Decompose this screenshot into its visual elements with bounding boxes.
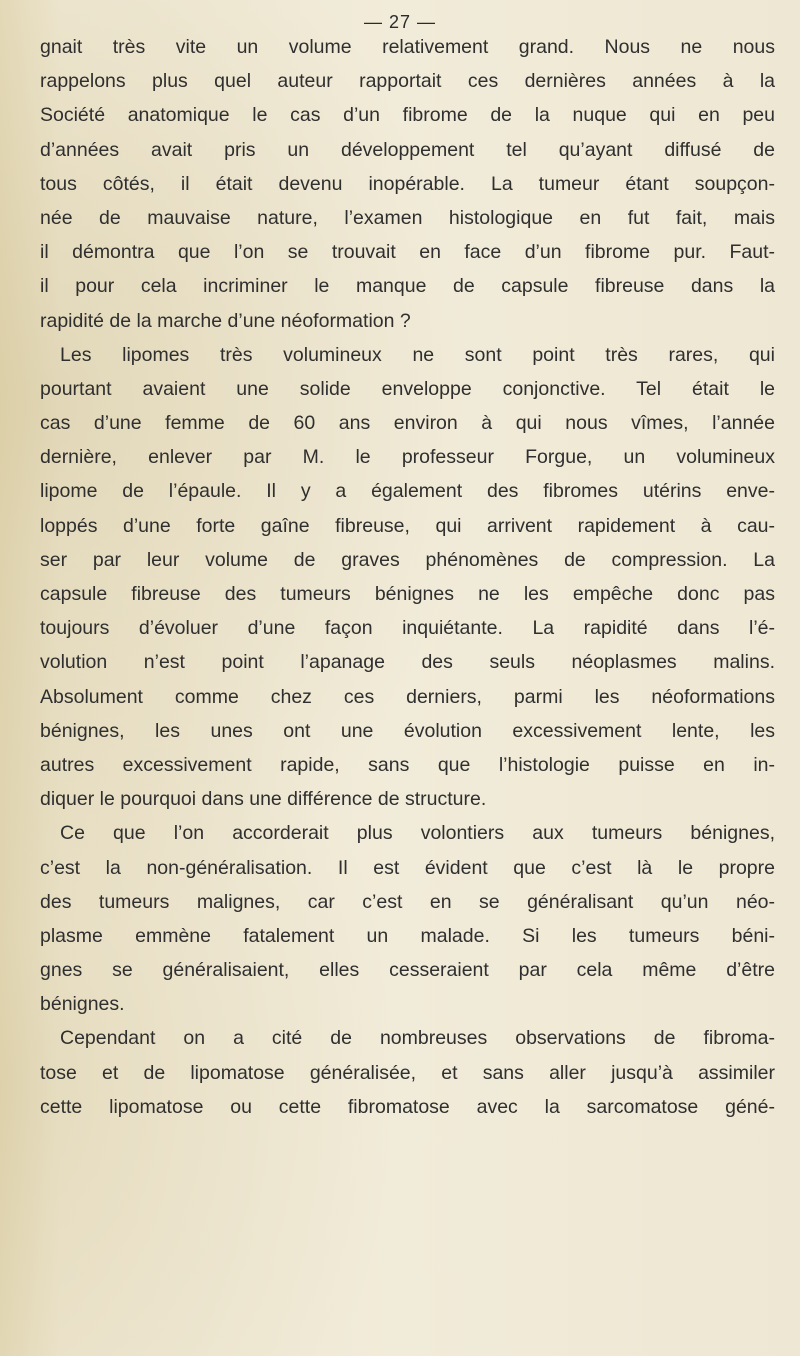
text-line: il démontra que l’on se trouvait en face d’un fibrome pur. Faut- <box>40 241 775 264</box>
page-number: — 27 — <box>363 12 437 32</box>
text-line: cas d’une femme de 60 ans environ à qui nous vîmes, l’année <box>40 412 775 435</box>
text-line: née de mauvaise nature, l’examen histologique en fut fait, mais <box>40 206 775 229</box>
text-line: pourtant avaient une solide enveloppe conjonctive. Tel était le <box>40 377 775 400</box>
text-line: bénignes. <box>40 993 125 1016</box>
text-line: ser par leur volume de graves phénomènes de compression. La <box>40 548 775 571</box>
text-line: c’est la non-généralisation. Il est évident que c’est là le propre <box>40 856 775 879</box>
text-line: Ce que l’on accorderait plus volontiers aux tumeurs bénignes, <box>60 822 775 845</box>
text-line: lipome de l’épaule. Il y a également des fibromes utérins enve- <box>40 480 775 503</box>
text-line: bénignes, les unes ont une évolution excessivement lente, les <box>40 719 775 742</box>
text-line: capsule fibreuse des tumeurs bénignes ne les empêche donc pas <box>40 583 775 605</box>
text-line: Les lipomes très volumineux ne sont point très rares, qui <box>60 343 775 366</box>
text-line: tose et de lipomatose généralisée, et sans aller jusqu’à assimiler <box>40 1061 775 1084</box>
text-line: diquer le pourquoi dans une différence de structure. <box>40 788 487 811</box>
text-line: d’années avait pris un développement tel qu’ayant diffusé de <box>40 138 775 161</box>
text-line: Cependant on a cité de nombreuses observations de fibroma- <box>60 1027 775 1050</box>
text-line: rappelons plus quel auteur rapportait ces dernières années à la <box>40 70 775 93</box>
text-line: loppés d’une forte gaîne fibreuse, qui arrivent rapidement à cau- <box>40 514 775 537</box>
body-text <box>40 30 775 1124</box>
text-line: Société anatomique le cas d’un fibrome de la nuque qui en peu <box>40 104 775 127</box>
text-line: volution n’est point l’apanage des seuls néoplasmes malins. <box>40 651 775 674</box>
text-line: rapidité de la marche d’une néoformation ? <box>40 309 411 332</box>
text-line: tous côtés, il était devenu inopérable. La tumeur étant soupçon- <box>40 172 775 195</box>
text-line: gnait très vite un volume relativement grand. Nous ne nous <box>40 36 775 58</box>
text-line: cette lipomatose ou cette fibromatose avec la sarcomatose géné- <box>40 1095 775 1118</box>
text-line: Absolument comme chez ces derniers, parmi les néoformations <box>40 685 775 708</box>
text-line: dernière, enlever par M. le professeur Forgue, un volumineux <box>40 446 775 469</box>
text-line: gnes se généralisaient, elles cesseraient par cela même d’être <box>40 959 775 982</box>
text-line: plasme emmène fatalement un malade. Si les tumeurs béni- <box>40 924 775 947</box>
text-line: toujours d’évoluer d’une façon inquiétante. La rapidité dans l’é- <box>40 617 775 640</box>
text-line: autres excessivement rapide, sans que l’histologie puisse en in- <box>40 753 775 776</box>
text-line: des tumeurs malignes, car c’est en se généralisant qu’un néo- <box>40 890 775 913</box>
text-line: il pour cela incriminer le manque de capsule fibreuse dans la <box>40 275 775 298</box>
